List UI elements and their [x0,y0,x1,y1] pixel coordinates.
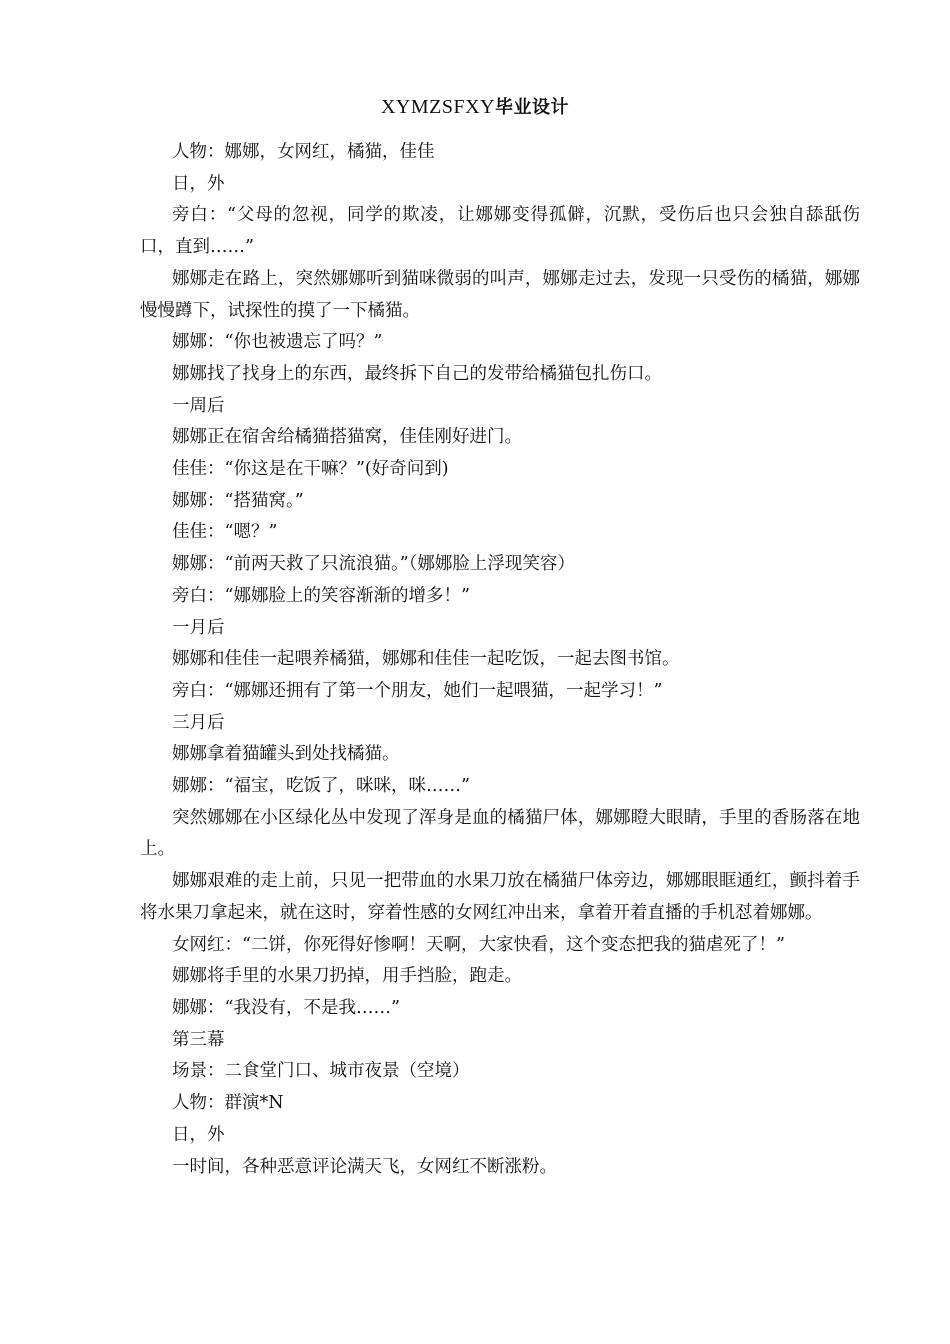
paragraph: 日，外 [172,1124,225,1145]
paragraph: 娜娜艰难的走上前，只见一把带血的水果刀放在橘猫尸体旁边，娜娜眼眶通红，颤抖着手将水果刀拿起来，就在这时，穿着性感的女网红冲出来，拿着开着直播的手机怼着娜娜。 [140,871,860,923]
paragraph: 人物：群演*N [172,1093,284,1114]
paragraph: 娜娜走在路上，突然娜娜听到猫咪微弱的叫声，娜娜走过去，发现一只受伤的橘猫，娜娜慢慢蹲下，试探性的摸了一下橘猫。 [140,268,860,321]
paragraph: 娜娜正在宿舍给橘猫搭猫窝，佳佳刚好进门。 [172,427,522,448]
paragraph: 三月后 [172,712,225,733]
paragraph: 旁白：“父母的忽视，同学的欺凌，让娜娜变得孤僻，沉默，受伤后也只会独自舔舐伤口，直到……” [140,205,860,258]
paragraph: 娜娜拿着猫罐头到处找橘猫。 [172,744,400,765]
paragraph: 旁白：“娜娜脸上的笑容渐渐的增多！” [172,585,470,606]
script-body [140,137,860,1183]
paragraph: 娜娜：“搭猫窝。” [172,490,304,511]
paragraph: 娜娜和佳佳一起喂养橘猫，娜娜和佳佳一起吃饭，一起去图书馆。 [172,649,680,670]
paragraph: 一月后 [172,617,225,638]
page-header [0,92,950,122]
paragraph: 娜娜：“你也被遗忘了吗？” [172,332,383,353]
paragraph: 一周后 [172,395,225,416]
paragraph: 旁白：“娜娜还拥有了第一个朋友，她们一起喂猫，一起学习！” [172,680,663,701]
paragraph: 场景：二食堂门口、城市夜景（空境） [172,1061,470,1082]
paragraph: 娜娜将手里的水果刀扔掉，用手挡脸，跑走。 [172,966,522,987]
paragraph: 佳佳：“嗯？” [172,522,278,543]
header-title: 毕业设计 [495,97,570,118]
paragraph: 日，外 [172,173,225,194]
paragraph: 人物：娜娜，女网红，橘猫，佳佳 [172,142,435,162]
paragraph: 娜娜：“前两天救了只流浪猫。”（娜娜脸上浮现笑容） [172,554,575,575]
header-school-code: XYMZSFXY [380,96,496,118]
paragraph: 突然娜娜在小区绿化丛中发现了浑身是血的橘猫尸体，娜娜瞪大眼睛，手里的香肠落在地上。 [140,807,860,860]
paragraph: 佳佳：“你这是在干嘛？”(好奇问到) [172,459,449,480]
paragraph: 女网红：“二饼，你死得好惨啊！天啊，大家快看，这个变态把我的猫虐死了！” [172,934,785,955]
paragraph: 一时间，各种恶意评论满天飞，女网红不断涨粉。 [172,1156,557,1177]
paragraph: 娜娜找了找身上的东西，最终拆下自己的发带给橘猫包扎伤口。 [172,363,662,384]
paragraph: 娜娜：“我没有，不是我……” [172,997,400,1018]
paragraph: 娜娜：“福宝，吃饭了，咪咪，咪……” [172,776,470,797]
paragraph: 第三幕 [172,1029,225,1050]
